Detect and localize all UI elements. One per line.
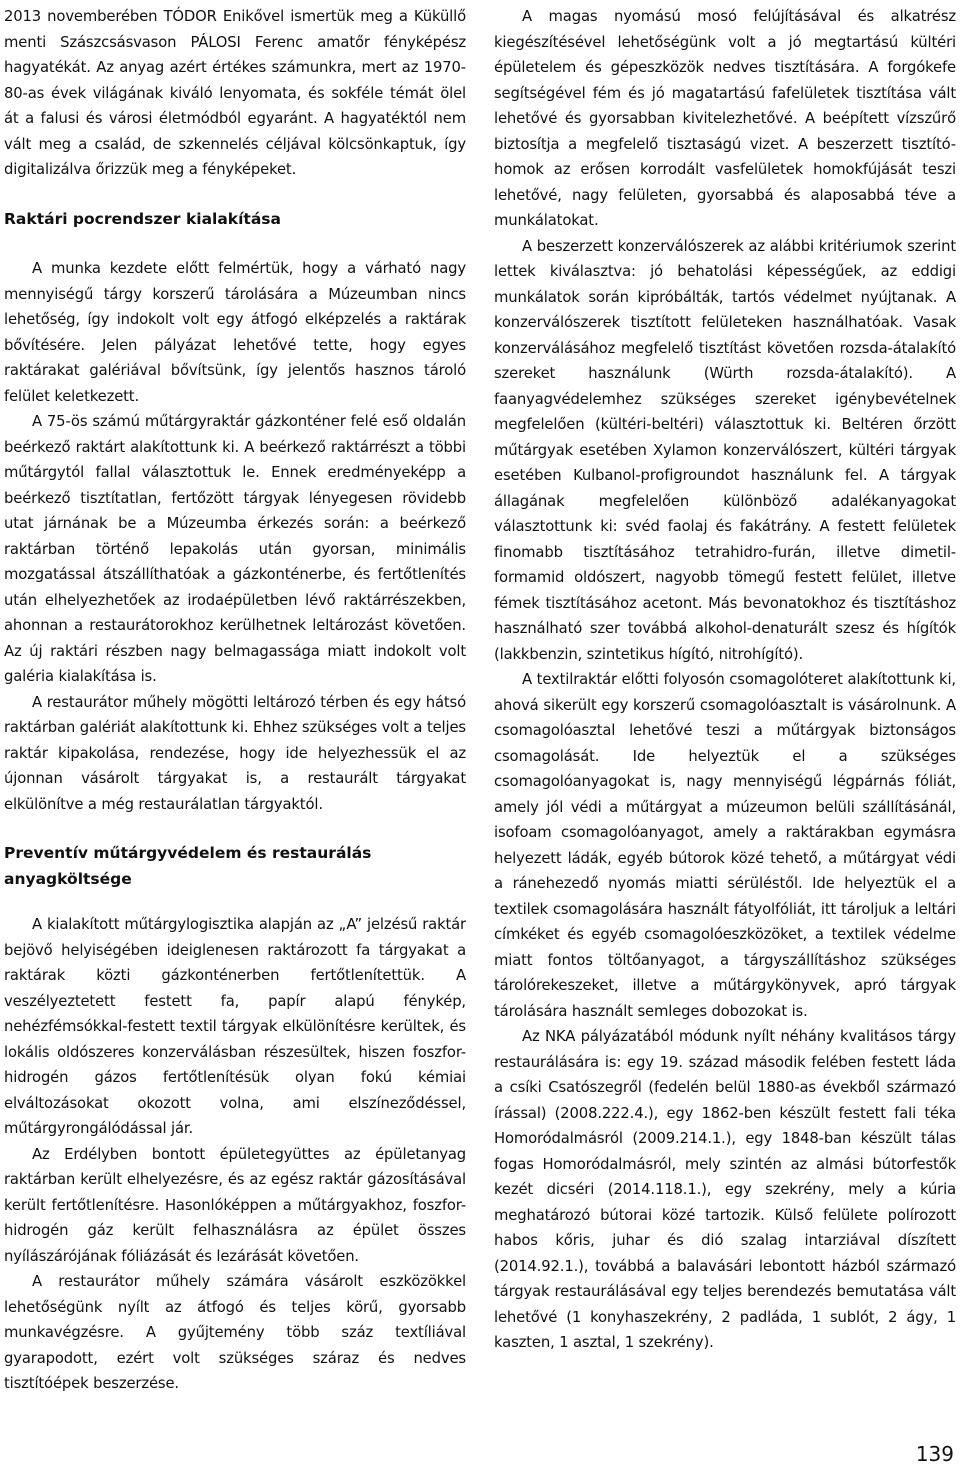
- preventive-paragraph: A kialakított műtárgylogisztika alapján az „A” jelzésű raktár bejövő helyiségében ideiglenesen raktározott fa tárgyakat a raktárak közti gázkonténerben fertőtlenítettük. A veszélyeztetett festett fa, papír alapú fénykép, nehézfémsókkal-festett textil tárgyak elkülönítésre kerültek, és lokális oldószeres konzerválásban részesültek, hiszen foszfor-hidrogén gázos fertőtlenítésük olyan fokú kémiai elváltozásokat okozott volna, ami elszíneződéssel, műtárgyrongálódással jár.: [4, 916, 466, 1137]
- intro-paragraph: 2013 novemberében TÓDOR Enikővel ismertük meg a Küküllő menti Szászcsásvason PÁLOSI Ferenc amatőr fényképész hagyatékát. Az anyag azért értékes számunkra, mert az 1970-80-as évek világának kiváló lenyomata, és sokféle témát ölel át a falusi és városi életmódból egyaránt. A hagyatéktól nem vált meg a család, de szkennelés céljával kölcsönkaptuk, így digitalizálva őrizzük meg a fényképeket.: [4, 8, 466, 178]
- preventive-paragraph: Az Erdélyben bontott épületegyüttes az épületanyag raktárban került elhelyezésre, és az egész raktár gázosításával került fertőtlenítésre. Hasonlóképpen a műtárgyakhoz, foszfor-hidrogén gáz került felhasználásra az épület összes nyílászárójának fóliázását és lezárását követően.: [4, 1145, 466, 1265]
- left-column: [4, 4, 466, 1397]
- preventive-paragraph: A restaurátor műhely számára vásárolt eszközökkel lehetőségünk nyílt az átfogó és teljes körű, gyorsabb munkavégzésre. A gyűjtemény több száz textíliával gyarapodott, ezért volt szükséges száraz és nedves tisztítóépek beszerzése.: [4, 1273, 466, 1392]
- section-heading-preventive: Preventív műtárgyvédelem és restaurálás anyagköltsége: [4, 844, 372, 888]
- storage-paragraph: A munka kezdete előtt felmértük, hogy a várható nagy mennyiségű tárgy korszerű tárolására a Múzeumban nincs lehetőség, így indokolt volt egy átfogó elképzelés a raktárak bővítésére. Jelen pályázat lehetővé tette, hogy egyes raktárakat galériával bővítsünk, így jelentős hasznos tároló felület keletkezett.: [4, 260, 466, 405]
- section-heading-storage: Raktári pocrendszer kialakítása: [4, 209, 281, 228]
- body-paragraph: A magas nyomású mosó felújításával és alkatrész kiegészítésével lehetőségünk volt a jó megtartású kültéri épületelem és gépeszközök nedves tisztítására. A forgókefe segítségével fém és jó magatartású fafelületek tisztítása vált lehetővé és gyorsabban kivitelezhetővé. A beépített vízszűrő biztosítja a megfelelő tisztaságú vizet. A beszerzett tisztító-homok az erősen korrodált vasfelületek homokfújását teszi lehetővé, nagy felületen, gyorsabbá és alaposabbá téve a munkálatokat.: [494, 8, 956, 229]
- body-paragraph: A beszerzett konzerválószerek az alábbi kritériumok szerint lettek kiválasztva: jó behatolási képességűek, az eddigi munkálatok során kipróbálták, tartós védelmet nyújtanak. A konzerválószerek tisztított felületeken használhatóak. Vasak konzerválásához megfelelő tisztítást követően rozsda-átalakító szereket használunk (Würth rozsda-átalakító). A faanyagvédelemhez szükséges szereket igénybevételnek megfelelően (kültéri-beltéri) választottuk ki. Beltéren őrzött műtárgyak esetében Xylamon konzerválószert, kültéri tárgyak esetében Kulbanol-profigroundot használunk fel. A tárgyak állagának megfelelően különböző adalékanyagokat választottunk ki: svéd faolaj és fakátrány. A festett felületek finomabb tisztításához tetrahidro-furán, illetve dimetil-formamid oldószert, nagyobb tömegű festett felület, illetve fémek tisztításához acetont. Más bevonatokhoz és tisztításhoz használható szer továbbá alkohol-denaturált szesz és hígítók (lakkbenzin, szintetikus hígító, nitrohígító).: [494, 237, 956, 663]
- page-number: 139: [915, 1442, 954, 1466]
- body-paragraph: Az NKA pályázatából módunk nyílt néhány kvalitásos tárgy restaurálására is: egy 19. század második felében festett láda a csíki Csatószegről (fedelén belül 1880-as évekből származó írással) (2008.222.4.), egy 1862-ben készült festett fali téka Homoródalmásról (2009.214.1.), egy 1848-ban készült tálas fogas Homoródalmásról, mely szintén az almási bútorfestők kezét dicséri (2014.118.1.), egy szekrény, mely a kúria meghatározó bútorai közé tartozik. Külső felülete polírozott habos kőris, juhar és dió szalag intarziával díszített (2014.92.1.), továbbá a balavásári lebontott házból származó tárgyak restaurálásával egy teljes berendezés bemutatása vált lehetővé (1 konyhaszekrény, 2 padláda, 1 sublót, 2 ágy, 1 kaszten, 1 asztal, 1 szekrény).: [494, 1028, 956, 1351]
- right-column: [494, 4, 956, 1356]
- storage-paragraph: A restaurátor műhely mögötti leltározó térben és egy hátsó raktárban galériát alakítottunk ki. Ehhez szükséges volt a teljes raktár kipakolása, rendezése, hogy ide helyezhessük el az újonnan vásárolt tárgyakat is, a restaurált tárgyakat elkülönítve a még restaurálatlan tárgyaktól.: [4, 693, 466, 813]
- body-paragraph: A textilraktár előtti folyosón csomagolóteret alakítottunk ki, ahová sikerült egy korszerű csomagolóasztalt is vásárolnunk. A csomagolóasztal lehetővé teszi a műtárgyak biztonságos csomagolását. Ide helyeztük el a szükséges csomagolóanyagokat is, nagy mennyiségű légpárnás fóliát, amely jól védi a műtárgyat a múzeumon belüli szállításánál, isofoam csomagolóanyagot, amely a raktárakban egymásra helyezett ládák, egyéb bútorok közé tehető, a műtárgyat védi a ránehezedő nyomás miatti sérüléstől. Ide helyeztük el a textilek csomagolására használt fátyolfóliát, itt tároljuk a leltári címkéket és egyéb csomagolóeszközöket, a textilek védelme miatt fontos töltőanyagot, a tárgyszállításhoz szükséges tárolórekeszeket, illetve a műtárgykönyvek, apró tárgyak tárolására használt semleges dobozokat is.: [494, 671, 956, 1020]
- storage-paragraph: A 75-ös számú műtárgyraktár gázkonténer felé eső oldalán beérkező raktárt alakítottunk ki. A beérkező raktárrészt a többi műtárgytól fallal választottuk le. Ennek eredményeképp a beérkező tisztítatlan, fertőzött tárgyak lényegesen rövidebb utat járnának be a Múzeumba érkezés során: a beérkező raktárban történő lepakolás után gyorsan, minimális mozgatással átszállíthatóak a gázkonténerbe, és fertőtlenítés után elhelyezhetőek az irodaépületben lévő raktárrészekben, ahonnan a restaurátorokhoz kerülhetnek leltározást követően. Az új raktári részben nagy belmagassága miatt indokolt volt galéria kialakítása is.: [4, 413, 466, 685]
